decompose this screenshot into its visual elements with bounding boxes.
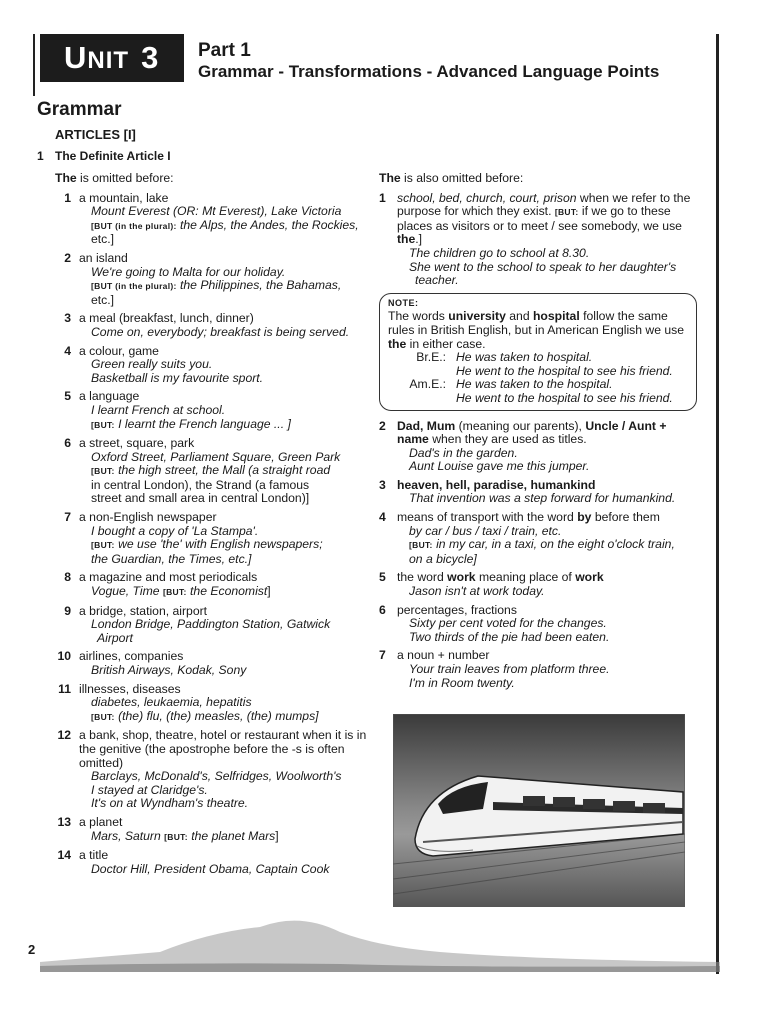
- rule-example: Sixty per cent voted for the changes.: [409, 616, 607, 631]
- rule-head: a bank, shop, theatre, hotel or restaurant when it is in the genitive (the apostrophe before the -s is often omitted): [79, 728, 367, 770]
- rule-example: Aunt Louise gave me this jumper.: [409, 459, 590, 474]
- rule-example: British Airways, Kodak, Sony: [91, 663, 247, 677]
- rule-item: [379, 479, 697, 506]
- rule-number: 3: [64, 311, 71, 326]
- rule-number: 10: [57, 649, 71, 664]
- rule-number: 4: [64, 343, 71, 358]
- rule-exception: Vogue, Time [BUT: the Economist]: [91, 584, 271, 599]
- rule-continuation: in central London), the Strand (a famous: [91, 477, 310, 492]
- rule-item: [37, 312, 367, 339]
- rule-exception: [BUT: (the) flu, (the) measles, (the) mumps]: [91, 708, 319, 723]
- rule-item: [37, 683, 367, 725]
- right-intro-rest: is also omitted before:: [400, 171, 524, 185]
- rule-head-italic: school, bed, church, court, prison: [397, 190, 577, 205]
- rule-item: [379, 420, 697, 474]
- note-am-example: He was taken to the hospital.: [456, 377, 613, 392]
- left-rule-list: [37, 192, 367, 877]
- rule-example: on a bicycle]: [409, 551, 477, 566]
- rule-item: [379, 571, 697, 598]
- rule-number: 12: [57, 728, 71, 743]
- note-br-example: He went to the hospital to see his friend.: [456, 363, 673, 378]
- right-rule-item: [379, 192, 697, 288]
- rule-body: [79, 605, 367, 646]
- page-number: 2: [28, 942, 36, 957]
- rule-item: [37, 192, 367, 247]
- rule-head: a magazine and most periodicals: [79, 570, 258, 585]
- rule-head: a colour, game: [79, 343, 159, 358]
- rule-exception: [BUT: we use 'the' with English newspapers;: [91, 537, 323, 552]
- rule-head: means of transport with the word by before them: [397, 510, 660, 525]
- rule-example: Doctor Hill, President Obama, Captain Cook: [91, 861, 330, 876]
- rule-continuation: street and small area in central London)]: [91, 491, 310, 506]
- rule-body: [397, 192, 697, 288]
- rule-head: a mountain, lake: [79, 190, 169, 205]
- note-br-example: He was taken to hospital.: [456, 350, 593, 365]
- rule-head: a non-English newspaper: [79, 510, 217, 525]
- rule-body: [79, 312, 367, 339]
- note-text: The words university and hospital follow the same rules in British English, but in American English we use the in either case.: [388, 309, 685, 351]
- rule-example: Jason isn't at work today.: [409, 584, 545, 599]
- rule-item: [37, 390, 367, 432]
- rule-exception: Mars, Saturn [BUT: the planet Mars]: [91, 828, 279, 843]
- rule-item: [37, 729, 367, 811]
- right-intro-bold: The: [379, 171, 401, 185]
- rule-number: 8: [64, 570, 71, 585]
- rule-example: Basketball is my favourite sport.: [91, 370, 264, 385]
- rule-head: a noun + number: [397, 648, 490, 663]
- rule-example: Green really suits you.: [91, 357, 213, 372]
- unit-banner: [40, 34, 184, 82]
- rule-body: [79, 571, 367, 599]
- unit-label: UNIT: [64, 40, 130, 75]
- rule-example: diabetes, leukaemia, hepatitis: [91, 695, 252, 710]
- rule-item: [37, 511, 367, 566]
- rule-head: Dad, Mum (meaning our parents), Uncle / Aunt + name when they are used as titles.: [397, 418, 667, 447]
- rule-exception: [BUT: in my car, in a taxi, on the eight o'clock train,: [409, 537, 675, 552]
- rule-body: [79, 192, 367, 247]
- rule-example-cont: teacher.: [415, 273, 459, 288]
- page-border-right: [716, 34, 719, 974]
- rule-exception: [BUT: the high street, the Mall (a straight road: [91, 463, 331, 478]
- rule-body: [79, 252, 367, 307]
- rule-head: the word work meaning place of work: [397, 570, 604, 585]
- rule-head: a bridge, station, airport: [79, 603, 208, 618]
- rule-body: [79, 650, 367, 677]
- rule-number: 5: [379, 570, 386, 585]
- page-border-left: [33, 34, 35, 96]
- unit-number: 3: [141, 40, 159, 75]
- rule-body: [79, 511, 367, 566]
- rule-head: an island: [79, 250, 128, 265]
- rule-example: Oxford Street, Parliament Square, Green Park: [91, 449, 341, 464]
- rule-body: [397, 479, 697, 506]
- note-am-row: [388, 392, 688, 406]
- rule-head-rest: when we refer to the purpose for which they exist. [BUT: if we go to these places as visitors or to meet / see somebody, we use the.]: [397, 190, 691, 247]
- rule-head: percentages, fractions: [397, 602, 517, 617]
- note-am-row: [388, 378, 688, 392]
- rule-exception: [BUT (in the plural): the Alps, the Andes, the Rockies,: [91, 217, 359, 232]
- rule-number: 6: [64, 436, 71, 451]
- rule-head: a street, square, park: [79, 436, 195, 451]
- left-intro-bold: The: [55, 171, 77, 185]
- rule-number: 6: [379, 602, 386, 617]
- left-column: [37, 172, 367, 881]
- rule-body: [397, 649, 697, 690]
- note-label: NOTE:: [388, 297, 419, 308]
- rule-item: [37, 252, 367, 307]
- rule-example-cont: Airport: [97, 630, 133, 645]
- rule-head: a title: [79, 848, 109, 863]
- rule-body: [397, 420, 697, 474]
- train-photo: [393, 714, 685, 907]
- rule-number: 1: [379, 190, 386, 205]
- rule-item: [37, 816, 367, 844]
- note-am-example: He went to the hospital to see his friend.: [456, 390, 673, 405]
- rule-body: [79, 849, 367, 876]
- note-spacer: [388, 392, 456, 406]
- rule-example: We're going to Malta for our holiday.: [91, 264, 286, 279]
- definite-article-title: [37, 149, 171, 163]
- rule-item: [37, 650, 367, 677]
- note-br-row: [388, 365, 688, 379]
- part-title: Part 1: [198, 40, 251, 61]
- rule-body: [397, 571, 697, 598]
- rule-example: Come on, everybody; breakfast is being served.: [91, 324, 350, 339]
- rule-example: the Guardian, the Times, etc.]: [91, 551, 252, 566]
- rule-head: a meal (breakfast, lunch, dinner): [79, 311, 254, 326]
- rule-exception: [BUT (in the plural): the Philippines, the Bahamas,: [91, 278, 342, 293]
- rule-example: I learnt French at school.: [91, 402, 226, 417]
- rule-example: by car / bus / taxi / train, etc.: [409, 523, 562, 538]
- left-intro: [55, 172, 367, 186]
- rule-item: [379, 511, 697, 566]
- note-br-label: Br.E.:: [416, 350, 446, 365]
- left-intro-rest: is omitted before:: [76, 171, 174, 185]
- articles-title: ARTICLES [I]: [55, 127, 136, 142]
- rule-body: [79, 345, 367, 386]
- rule-item: [379, 604, 697, 645]
- definite-number: 1: [37, 149, 44, 163]
- rule-body: [79, 390, 367, 432]
- rule-number: 7: [64, 510, 71, 525]
- rule-example: London Bridge, Paddington Station, Gatwick: [91, 617, 331, 632]
- rule-body: [79, 816, 367, 844]
- rule-body: [79, 437, 367, 506]
- rule-body: [397, 604, 697, 645]
- rule-body: [79, 683, 367, 725]
- part-subtitle: Grammar - Transformations - Advanced Language Points: [198, 62, 660, 81]
- rule-number: 14: [57, 848, 71, 863]
- rule-example: Dad's in the garden.: [409, 445, 518, 460]
- note-br-row: [388, 351, 688, 365]
- rule-body: [397, 511, 697, 566]
- rule-example: She went to the school to speak to her daughter's: [409, 259, 677, 274]
- rule-item: [37, 345, 367, 386]
- rule-item: [37, 437, 367, 506]
- rule-number: 2: [64, 250, 71, 265]
- rule-continuation: etc.]: [91, 232, 115, 247]
- rule-exception: [BUT: I learnt the French language ... ]: [91, 416, 291, 431]
- rule-example: Barclays, McDonald's, Selfridges, Woolworth's: [91, 769, 342, 784]
- definite-title-text: The Definite Article I: [55, 149, 171, 163]
- rule-item: [379, 649, 697, 690]
- rule-number: 1: [64, 190, 71, 205]
- footer-landscape-decoration: [40, 902, 720, 972]
- rule-body: [79, 729, 367, 811]
- rule-head: airlines, companies: [79, 649, 184, 664]
- rule-item: [37, 605, 367, 646]
- rule-item: [37, 849, 367, 876]
- rule-example: Your train leaves from platform three.: [409, 662, 610, 676]
- section-title: Grammar: [37, 99, 122, 120]
- rule-head: illnesses, diseases: [79, 681, 181, 696]
- rule-example: The children go to school at 8.30.: [409, 245, 590, 260]
- rule-number: 5: [64, 389, 71, 404]
- rule-example: It's on at Wyndham's theatre.: [91, 796, 249, 811]
- rule-number: 2: [379, 418, 386, 433]
- rule-head: a planet: [79, 814, 123, 829]
- right-rule-list: [379, 420, 697, 691]
- rule-number: 3: [379, 477, 386, 492]
- rule-number: 11: [58, 681, 71, 696]
- rule-number: 13: [57, 814, 71, 829]
- rule-example: Mount Everest (OR: Mt Everest), Lake Victoria: [91, 204, 342, 219]
- rule-number: 4: [379, 510, 386, 525]
- rule-item: [37, 571, 367, 599]
- right-intro: [379, 172, 697, 186]
- rule-continuation: etc.]: [91, 292, 115, 307]
- rule-example: Two thirds of the pie had been eaten.: [409, 629, 610, 644]
- rule-number: 9: [64, 603, 71, 618]
- rule-head: a language: [79, 389, 140, 404]
- rule-head: [397, 192, 697, 247]
- rule-example: I'm in Room twenty.: [409, 675, 515, 690]
- rule-example: I bought a copy of 'La Stampa'.: [91, 523, 259, 538]
- note-spacer: [388, 365, 456, 379]
- rule-example: That invention was a step forward for humankind.: [409, 491, 676, 506]
- right-column: [379, 172, 697, 695]
- rule-example: I stayed at Claridge's.: [91, 782, 208, 797]
- rule-number: 7: [379, 648, 386, 663]
- rule-head: heaven, hell, paradise, humankind: [397, 477, 596, 492]
- note-box: [379, 293, 697, 411]
- note-am-label: Am.E.:: [409, 377, 446, 392]
